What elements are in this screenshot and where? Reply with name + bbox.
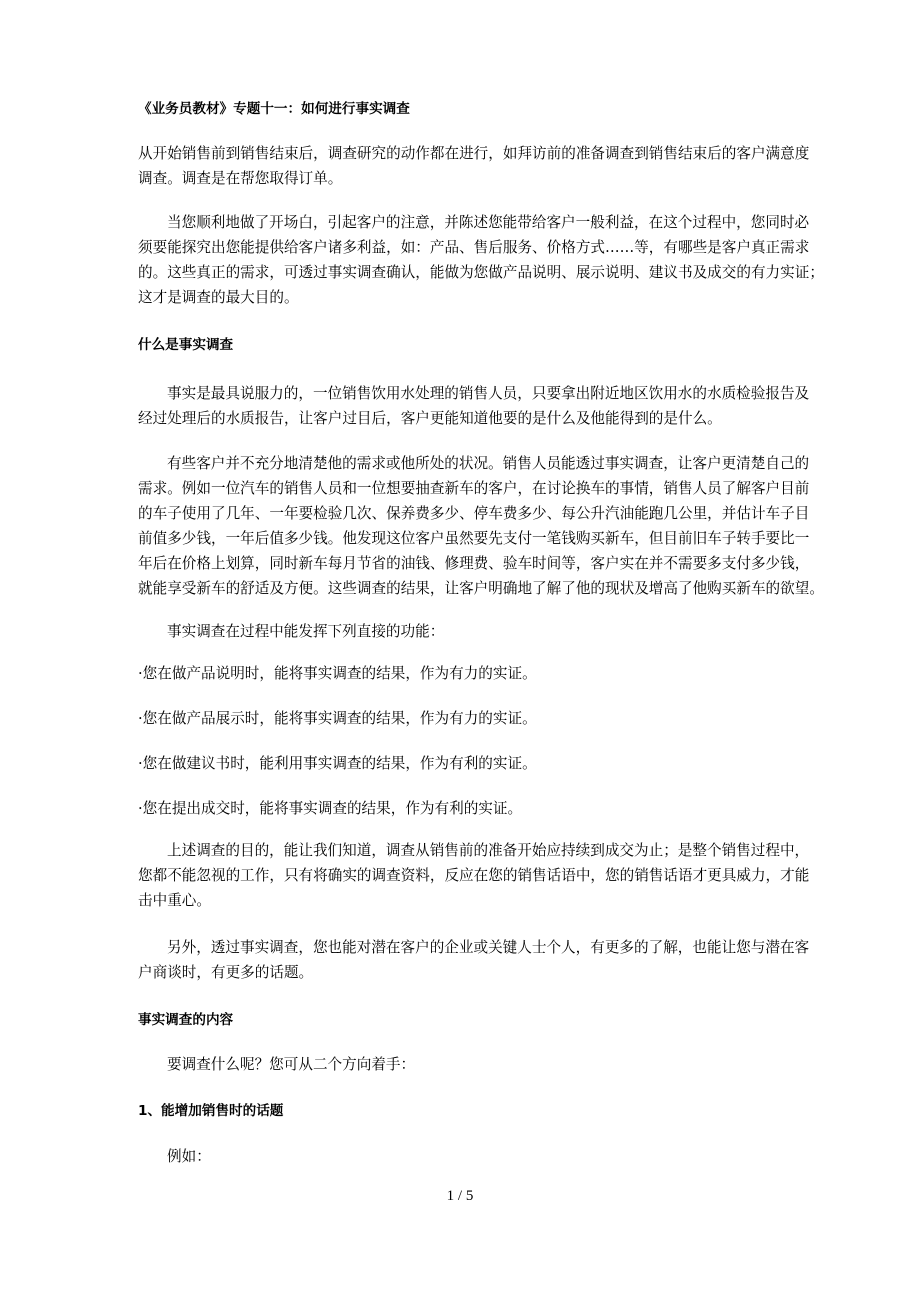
bullet-item: ·您在做产品说明时，能将事实调查的结果，作为有力的实证。 — [138, 665, 537, 682]
text-line: 另外，透过事实调查，您也能对潜在客户的企业或关键人士个人，有更多的了解，也能让您与潜在客 — [167, 939, 810, 956]
paragraph — [138, 210, 824, 310]
text-line: 须要能探究出您能提供给客户诸多利益，如：产品、售后服务、价格方式……等，有哪些是客户真正需求 — [138, 239, 810, 256]
paragraph — [138, 451, 824, 601]
paragraph: 例如： — [167, 1148, 211, 1165]
text-line: 户商谈时，有更多的话题。 — [138, 964, 314, 981]
text-line: 调查。调查是在帮您取得订单。 — [138, 170, 343, 187]
text-line: 的。这些真正的需求，可透过事实调查确认，能做为您做产品说明、展示说明、建议书及成交的有力实证； — [138, 264, 824, 281]
text-line: 有些客户并不充分地清楚他的需求或他所处的状况。销售人员能透过事实调查，让客户更清楚自己的 — [167, 455, 810, 472]
section-heading: 事实调查的内容 — [138, 1012, 234, 1028]
text-line: 当您顺利地做了开场白，引起客户的注意，并陈述您能带给客户一般利益，在这个过程中，您同时必 — [167, 214, 810, 231]
text-line: 需求。例如一位汽车的销售人员和一位想要抽查新车的客户，在讨论换车的事情，销售人员了解客户目前 — [138, 480, 810, 497]
section-heading: 什么是事实调查 — [138, 337, 234, 353]
text-line: 年后在价格上划算，同时新车每月节省的油钱、修理费、验车时间等，客户实在并不需要多支付多少钱， — [138, 555, 810, 572]
text-line: 从开始销售前到销售结束后，调查研究的动作都在进行，如拜访前的准备调查到销售结束后的客户满意度 — [138, 145, 810, 162]
text-line: 这才是调查的最大目的。 — [138, 289, 299, 306]
text-line: 前值多少钱，一年后值多少钱。他发现这位客户虽然要先支付一笔钱购买新车，但目前旧车子转手要比一 — [138, 530, 810, 547]
text-line: 经过处理后的水质报告，让客户过目后，客户更能知道他要的是什么及他能得到的是什么。 — [138, 410, 722, 427]
paragraph — [138, 141, 810, 191]
paragraph — [138, 838, 810, 913]
bullet-item: ·您在做产品展示时，能将事实调查的结果，作为有力的实证。 — [138, 710, 537, 727]
text-line: 上述调查的目的，能让我们知道，调查从销售前的准备开始应持续到成交为止；是整个销售过程中， — [167, 842, 810, 859]
text-line: 您都不能忽视的工作，只有将确实的调查资料，反应在您的销售话语中，您的销售话语才更具威力，才能 — [138, 867, 810, 884]
paragraph — [138, 381, 810, 431]
bullet-item: ·您在做建议书时，能利用事实调查的结果，作为有利的实证。 — [138, 755, 537, 772]
text-line: 事实是最具说服力的，一位销售饮用水处理的销售人员，只要拿出附近地区饮用水的水质检验报告及 — [167, 385, 810, 402]
document-title: 《业务员教材》专题十一：如何进行事实调查 — [138, 101, 410, 117]
text-line: 的车子使用了几年、一年要检验几次、保养费多少、停车费多少、每公升汽油能跑几公里，并估计车子目 — [138, 505, 810, 522]
paragraph — [138, 935, 810, 985]
text-line: 就能享受新车的舒适及方便。这些调查的结果，让客户明确地了解了他的现状及增高了他购买新车的欲望。 — [138, 580, 824, 597]
text-line: 击中重心。 — [138, 892, 211, 909]
paragraph: 要调查什么呢？您可从二个方向着手： — [167, 1056, 416, 1073]
subsection-heading: 1、能增加销售时的话题 — [138, 1103, 284, 1119]
page-number: 1 / 5 — [446, 1188, 474, 1204]
paragraph: 事实调查在过程中能发挥下列直接的功能： — [167, 623, 445, 640]
bullet-item: ·您在提出成交时，能将事实调查的结果，作为有利的实证。 — [138, 800, 523, 817]
